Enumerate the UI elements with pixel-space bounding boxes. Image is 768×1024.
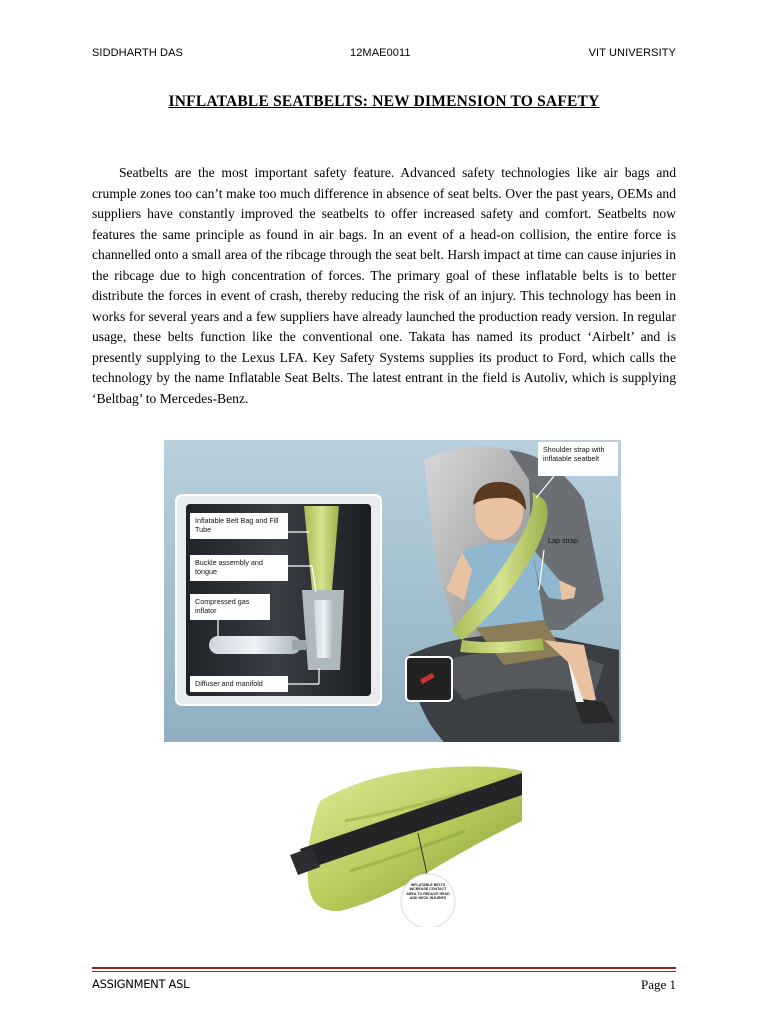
body-paragraph: Seatbelts are the most important safety feature. Advanced safety technologies like air bags and crumple zones too can’t make too much difference in absence of seat belts. Over the past years, OEMs and suppliers have constantly improved the seatbelts to offer increased safety and comfort. Seatbelts now features the same principle as found in air bags. In an event of a head-on collision, the entire force is channelled onto a small area of the ribcage through the seat belt. Harsh impact at time can cause injuries in the ribcage due to high concentration of forces. The primary goal of these inflatable belts is to better distribute the forces in event of crash, thereby reducing the risk of an injury. This technology has been in works for several years and a few suppliers have already launched the production ready version. In regular usage, these belts function like the conventional one. Takata has named its product ‘Airbelt’ and is presently supplying to the Lexus LFA. Key Safety Systems supplies its product to Ford, which calls the technology by the name Inflatable Seat Belts. The latest entrant in the field is Autoliv, which is supplying ‘Beltbag’ to Mercedes-Benz. — [92, 165, 676, 406]
document-title: INFLATABLE SEATBELTS: NEW DIMENSION TO SAFETY — [168, 93, 600, 110]
footer-rule-thin — [92, 971, 676, 972]
header-roll-number: 12MAE0011 — [350, 47, 411, 59]
callout-buckle — [190, 555, 288, 581]
callout-buckle-label: Buckle assembly and tongue — [195, 558, 263, 576]
callout-lap-strap — [548, 537, 578, 546]
seatbelt-diagram-figure — [164, 440, 621, 742]
page-header — [92, 47, 676, 63]
callout-shoulder-strap-label: Shoulder strap with inflatable seatbelt — [543, 445, 605, 463]
footer-rule-thick — [92, 967, 676, 969]
callout-lap-strap-label: Lap strap — [548, 536, 578, 545]
footer-assignment: ASSIGNMENT ASL — [92, 977, 190, 991]
callout-belt-bag-label: Inflatable Belt Bag and Fill Tube — [195, 516, 279, 534]
seatbelt-illustration — [164, 440, 621, 742]
inflated-belt-badge-text: INFLATABLE BELTS INCREASE CONTACT AREA TO REDUCE HEAD AND NECK INJURIES — [406, 883, 450, 901]
inflated-belt-photo — [250, 761, 522, 927]
callout-shoulder-strap — [538, 442, 618, 476]
callout-diffuser-label: Diffuser and manifold — [195, 679, 263, 688]
header-author: SIDDHARTH DAS — [92, 47, 183, 59]
footer-page-number: Page 1 — [640, 977, 676, 992]
inflated-belt-badge — [406, 883, 450, 901]
callout-inflator-label: Compressed gas inflator — [195, 597, 250, 615]
callout-belt-bag — [190, 513, 288, 539]
callout-diffuser — [190, 676, 288, 692]
inflated-belt-illustration — [250, 761, 522, 927]
callout-inflator — [190, 594, 270, 620]
header-university: VIT UNIVERSITY — [588, 47, 676, 59]
